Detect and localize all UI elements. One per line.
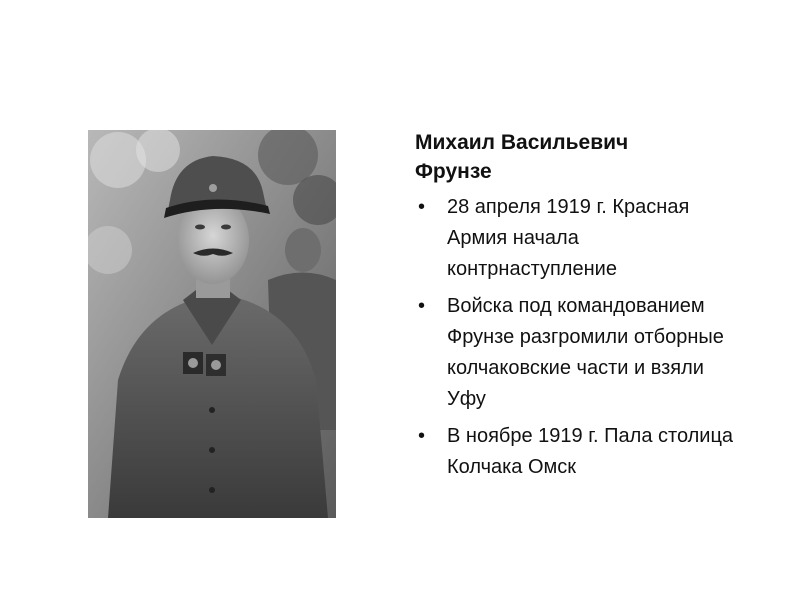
bullet-text: 28 апреля 1919 г. Красная Армия начала контрнаступление [447,196,690,280]
bullet-text: В ноябре 1919 г. Пала столица Колчака Омск [447,425,734,478]
portrait-photo [88,130,336,518]
list-item [415,421,747,483]
text-block [415,128,785,489]
bullet-text: Войска под командованием Фрунзе разгромили отборные колчаковские части и взяли Уфу [447,295,724,410]
slide-heading: Михаил Васильевич Фрунзе [415,131,629,183]
bullet-list [415,192,785,483]
list-item [415,291,747,415]
portrait-photo-icon [88,130,336,518]
bullet-icon: • [418,425,426,447]
list-item [415,192,747,285]
bullet-icon: • [418,295,426,317]
bullet-icon: • [418,196,426,218]
